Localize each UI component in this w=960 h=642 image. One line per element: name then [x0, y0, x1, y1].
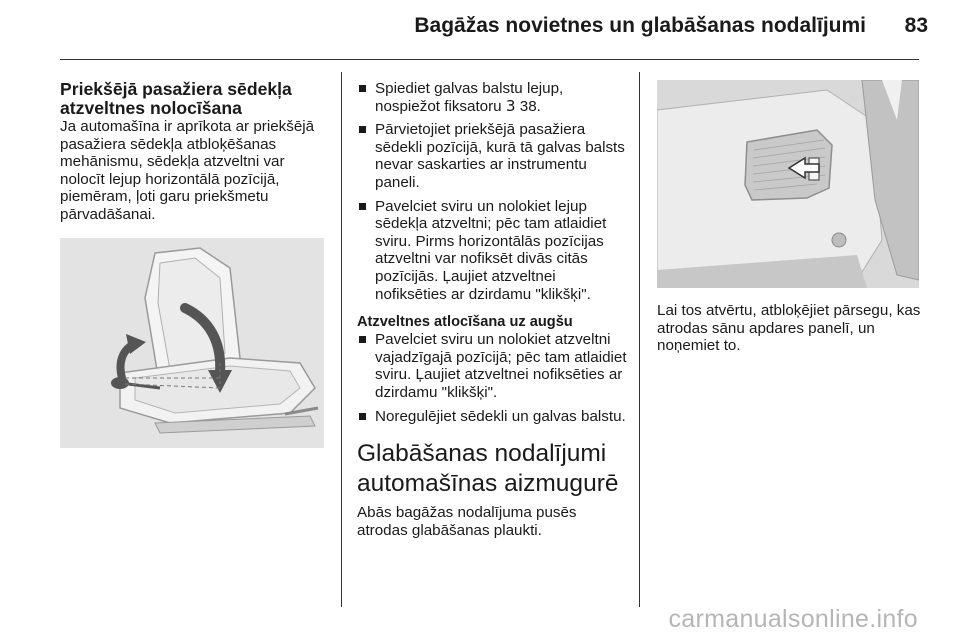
watermark: carmanualsonline.info	[668, 605, 918, 633]
trunk-compartment-illustration	[657, 80, 919, 288]
fold-steps-list	[357, 80, 627, 303]
bullet-square-icon	[359, 85, 366, 92]
column-divider-right	[639, 72, 640, 607]
seat-fold-heading-line2: atzveltnes nolocīšana	[60, 98, 242, 118]
fold-step-3	[357, 198, 627, 304]
storage-heading-line1: Glabāšanas nodalījumi	[357, 440, 607, 468]
trunk-drawing	[657, 80, 919, 288]
seat-illustration	[60, 238, 324, 448]
storage-intro: Abās bagāžas nodalījuma pusēs atrodas glabāšanas plaukti.	[357, 504, 577, 539]
middle-column	[357, 80, 627, 539]
fold-step-1	[357, 80, 627, 115]
storage-heading	[357, 439, 627, 499]
bullet-square-icon	[359, 126, 366, 133]
storage-heading-line2: automašīnas aizmugurē	[357, 470, 619, 498]
left-column	[60, 80, 328, 448]
column-divider-left	[341, 72, 342, 607]
seat-fold-heading-line1: Priekšējā pasažiera sēdekļa	[60, 79, 292, 99]
fold-step-2	[357, 121, 627, 191]
seat-drawing	[60, 238, 324, 448]
fold-step-1-text: Spiediet galvas balstu lejup, nospiežot fiksatoru	[375, 80, 564, 115]
cross-reference-page: 38.	[519, 97, 541, 115]
raise-backrest-heading: Atzveltnes atlocīšana uz augšu	[357, 314, 573, 331]
bullet-square-icon	[359, 203, 366, 210]
storage-open-instruction: Lai tos atvērtu, atbloķējiet pārsegu, kas atrodas sānu apdares panelī, un noņemiet to.	[657, 302, 921, 355]
seat-fold-intro: Ja automašīna ir aprīkota ar priekšējā pasažiera sēdekļa atbloķēšanas mehānismu, sēdekļa atzveltni var nolocīt lejup horizontālā pozīcijā, piemēram, ļoti garu priekšmetu pārvadāšanai.	[60, 118, 315, 223]
raise-steps-list	[357, 331, 627, 425]
raise-step-1-text: Pavelciet sviru un nolokiet atzveltni vajadzīgajā pozīcijā; pēc tam atlaidiet sviru. Ļaujiet atzveltnei nofiksēties ar dzirdamu "klikšķi".	[375, 331, 627, 401]
cross-reference-icon: 3	[505, 96, 516, 115]
bullet-square-icon	[359, 413, 366, 420]
right-column	[657, 80, 921, 355]
fold-step-2-text: Pārvietojiet priekšējā pasažiera sēdekli pozīcijā, kurā tā galvas balsts nevar saskarties ar instrumentu paneli.	[375, 121, 625, 191]
fold-step-3-text: Pavelciet sviru un nolokiet lejup sēdekļa atzveltni; pēc tam atlaidiet sviru. Pirms horizontālās pozīcijas atzveltni var nofiksēt divās citās pozīcijās. Ļaujiet atzveltnei nofiksēties ar dzirdamu "klikšķi".	[375, 197, 607, 303]
page-header-title: Bagāžas novietnes un glabāšanas nodalījumi	[414, 14, 866, 37]
seat-fold-heading	[60, 80, 328, 118]
raise-step-2	[357, 408, 627, 426]
bullet-square-icon	[359, 336, 366, 343]
header-rule	[60, 59, 919, 60]
page-number: 83	[904, 14, 928, 37]
raise-step-2-text: Noregulējiet sēdekli un galvas balstu.	[375, 407, 626, 425]
raise-step-1	[357, 331, 627, 401]
